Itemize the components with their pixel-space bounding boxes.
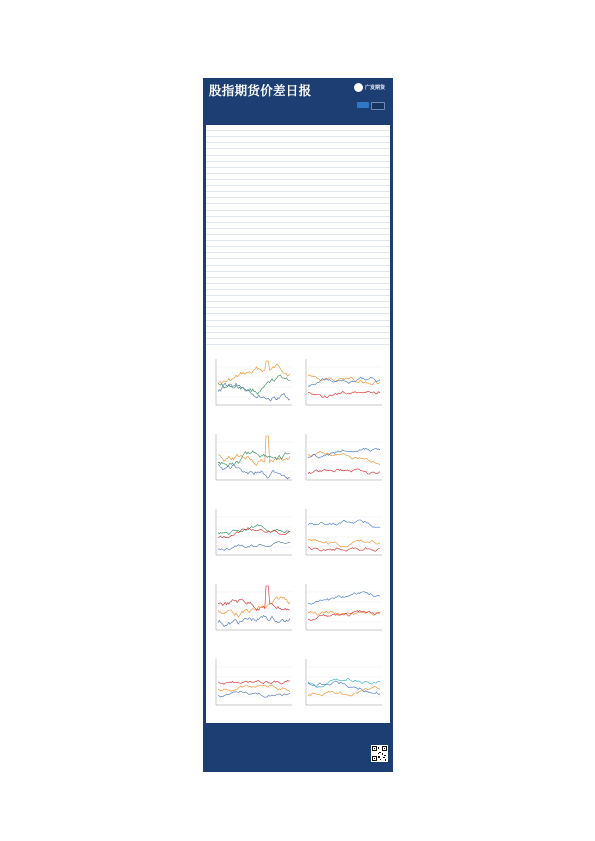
report-footer <box>206 727 390 767</box>
chart-panel <box>208 497 298 571</box>
chart-series-line <box>218 685 290 692</box>
spread-table <box>206 118 390 351</box>
chart-plot <box>208 355 298 419</box>
chart-series-line <box>308 686 380 696</box>
chart-panel <box>298 422 388 496</box>
chart-panel <box>208 647 298 721</box>
chart-series-line <box>308 520 380 528</box>
chart-series-line <box>308 375 380 385</box>
chart-series-line <box>218 691 290 697</box>
chart-series-line <box>308 547 380 552</box>
table-header <box>206 118 390 125</box>
chart-series-line <box>218 542 290 551</box>
chart-series-line <box>308 469 380 475</box>
chart-series-line <box>218 528 290 538</box>
chart-plot <box>298 430 388 494</box>
chart-axis <box>306 659 382 705</box>
header-tags <box>357 102 385 110</box>
chart-series-line <box>218 451 290 467</box>
header-tag-1 <box>357 102 369 108</box>
report-title: 股指期货价差日报 <box>209 83 312 98</box>
chart-plot <box>208 655 298 719</box>
chart-plot <box>298 580 388 644</box>
chart-plot <box>298 505 388 569</box>
chart-axis <box>306 509 382 555</box>
chart-series-line <box>218 375 290 394</box>
logo-text: 广发期货 <box>364 85 385 91</box>
company-logo <box>354 83 385 92</box>
chart-axis <box>306 359 382 405</box>
table-note <box>206 326 390 342</box>
chart-plot <box>208 430 298 494</box>
chart-panel <box>298 497 388 571</box>
chart-series-line <box>218 383 290 401</box>
chart-series-line <box>218 680 290 684</box>
chart-grid <box>206 345 390 723</box>
chart-series-line <box>218 616 290 627</box>
chart-plot <box>208 580 298 644</box>
chart-series-line <box>308 592 380 605</box>
logo-icon <box>354 83 363 92</box>
chart-panel <box>208 572 298 646</box>
qr-code-icon <box>371 745 388 762</box>
chart-panel <box>298 572 388 646</box>
chart-series-line <box>218 525 290 535</box>
chart-axis <box>306 584 382 630</box>
chart-panel <box>298 647 388 721</box>
header-tag-2 <box>371 102 385 110</box>
chart-panel <box>298 347 388 421</box>
chart-axis <box>216 434 292 480</box>
chart-series-line <box>308 391 380 398</box>
chart-plot <box>298 655 388 719</box>
chart-series-line <box>308 448 380 458</box>
chart-series-line <box>308 679 380 688</box>
chart-plot <box>298 355 388 419</box>
chart-series-line <box>218 586 290 611</box>
report-sheet <box>203 78 393 772</box>
chart-axis <box>216 509 292 555</box>
report-header <box>203 78 393 116</box>
chart-panel <box>208 422 298 496</box>
chart-series-line <box>218 436 290 465</box>
chart-axis <box>216 359 292 405</box>
table-body <box>206 125 390 351</box>
chart-panel <box>208 347 298 421</box>
chart-plot <box>208 505 298 569</box>
chart-series-line <box>308 539 380 547</box>
chart-series-line <box>218 361 290 384</box>
chart-series-line <box>218 464 290 479</box>
